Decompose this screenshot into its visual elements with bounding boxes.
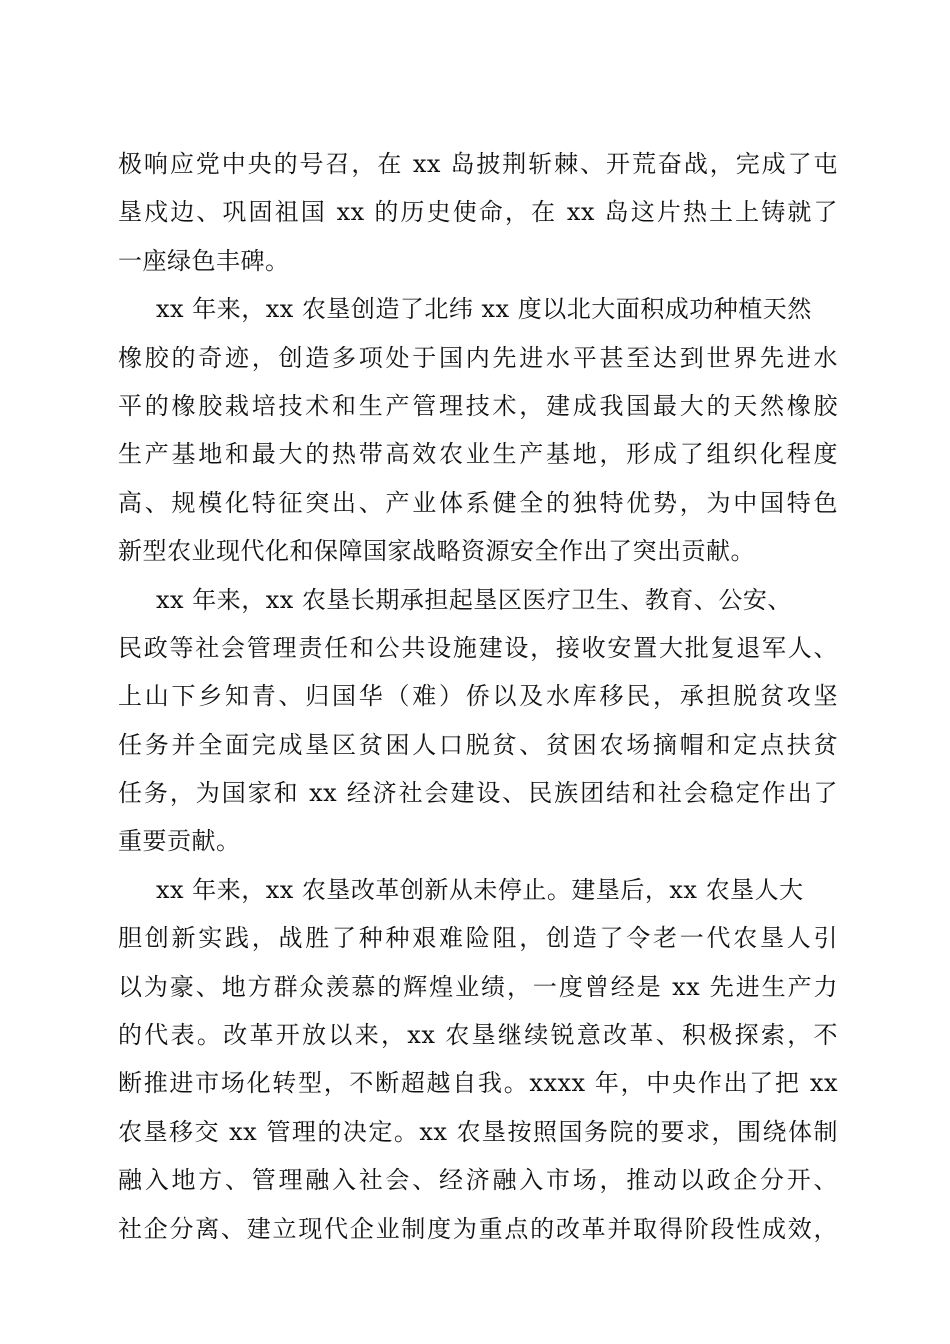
- text-line: 断推进市场化转型，不断超越自我。xxxx 年，中央作出了把 xx: [118, 1069, 838, 1098]
- text-line: 一座绿色丰碑。: [118, 246, 290, 275]
- text-line: 重要贡献。: [118, 827, 241, 856]
- text-line: 生产基地和最大的热带高效农业生产基地，形成了组织化程度: [118, 440, 838, 469]
- text-line: 社企分离、建立现代企业制度为重点的改革并取得阶段性成效，: [118, 1214, 838, 1243]
- text-line: 民政等社会管理责任和公共设施建设，接收安置大批复退军人、: [118, 633, 838, 662]
- text-line: xx 年来，xx 农垦创造了北纬 xx 度以北大面积成功种植天然: [156, 295, 812, 324]
- text-line: 任务并全面完成垦区贫困人口脱贫、贫困农场摘帽和定点扶贫: [118, 730, 838, 759]
- text-line: 上山下乡知青、归国华（难）侨以及水库移民，承担脱贫攻坚: [118, 682, 838, 711]
- text-line: 胆创新实践，战胜了种种艰难险阻，创造了令老一代农垦人引: [118, 924, 838, 953]
- text-line: 融入地方、管理融入社会、经济融入市场，推动以政企分开、: [118, 1166, 838, 1195]
- text-line: 橡胶的奇迹，创造多项处于国内先进水平甚至达到世界先进水: [118, 343, 838, 372]
- text-line: xx 年来，xx 农垦长期承担起垦区医疗卫生、教育、公安、: [156, 585, 792, 614]
- text-line: xx 年来，xx 农垦改革创新从未停止。建垦后，xx 农垦人大: [156, 875, 804, 904]
- text-line: 的代表。改革开放以来，xx 农垦继续锐意改革、积极探索，不: [118, 1021, 838, 1050]
- text-line: 农垦移交 xx 管理的决定。xx 农垦按照国务院的要求，围绕体制: [118, 1117, 838, 1146]
- text-line: 以为豪、地方群众羡慕的辉煌业绩，一度曾经是 xx 先进生产力: [118, 972, 838, 1001]
- text-line: 高、规模化特征突出、产业体系健全的独特优势，为中国特色: [118, 488, 838, 517]
- text-line: 平的橡胶栽培技术和生产管理技术，建成我国最大的天然橡胶: [118, 391, 838, 420]
- text-line: 任务，为国家和 xx 经济社会建设、民族团结和社会稳定作出了: [118, 779, 838, 808]
- text-line: 新型农业现代化和保障国家战略资源安全作出了突出贡献。: [118, 537, 755, 566]
- text-line: 极响应党中央的号召，在 xx 岛披荆斩棘、开荒奋战，完成了屯: [118, 150, 838, 178]
- document-body: [118, 140, 838, 1253]
- text-line: 垦戍边、巩固祖国 xx 的历史使命，在 xx 岛这片热土上铸就了: [118, 198, 838, 227]
